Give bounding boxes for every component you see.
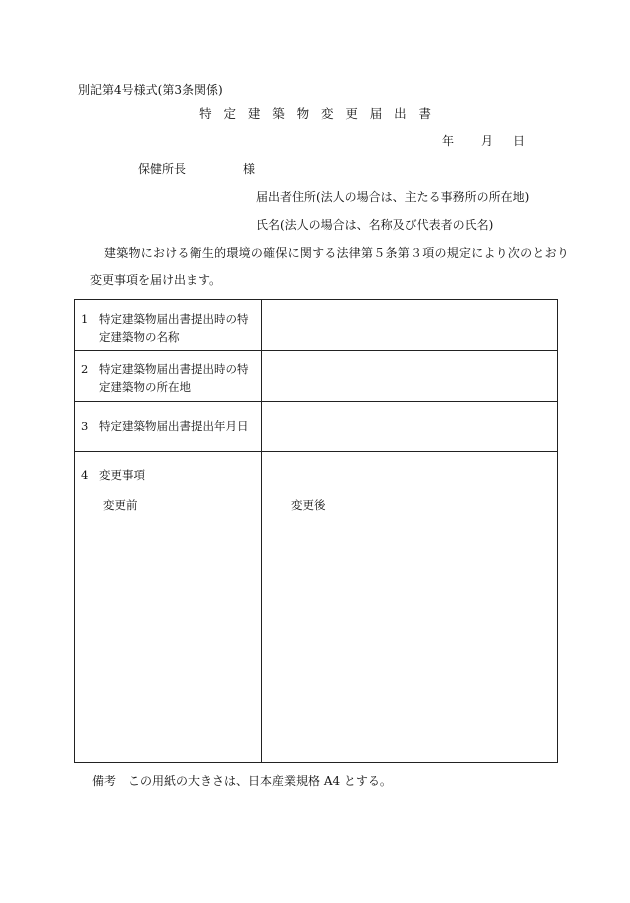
row-label-line2: 定建築物の名称 <box>99 330 180 344</box>
after-change-label: 変更後 <box>291 498 326 512</box>
row-divider <box>75 451 557 452</box>
page-title: 特定建築物変更届出書 <box>199 106 443 121</box>
body-text-line2: 変更事項を届け出ます。 <box>90 273 222 287</box>
applicant-name-label: 氏名(法人の場合は、名称及び代表者の氏名) <box>256 218 494 232</box>
remarks-note: 備考 この用紙の大きさは、日本産業規格 A4 とする。 <box>92 774 392 788</box>
row-number: 2 <box>81 362 89 376</box>
row-submission-date-label <box>81 417 249 435</box>
row-number: 3 <box>81 419 89 433</box>
date-day-label: 日 <box>513 134 526 148</box>
changes-label: 変更事項 <box>99 468 145 482</box>
row-divider <box>75 350 557 351</box>
row-number: 1 <box>81 312 89 326</box>
row-divider <box>75 401 557 402</box>
row-label-line1: 特定建築物届出書提出時の特 <box>99 312 249 326</box>
recipient: 保健所長 <box>138 162 187 176</box>
row-building-location-label <box>81 360 249 396</box>
body-text-line1: 建築物における衛生的環境の確保に関する法律第５条第３項の規定により次のとおり <box>104 246 570 260</box>
row-changes-label <box>81 466 145 484</box>
row-label-line1: 特定建築物届出書提出年月日 <box>99 419 249 433</box>
row-label-line2: 定建築物の所在地 <box>99 380 191 394</box>
form-table <box>74 299 558 763</box>
row-label-line1: 特定建築物届出書提出時の特 <box>99 362 249 376</box>
date-year-label: 年 <box>442 134 455 148</box>
date-month-label: 月 <box>481 134 494 148</box>
honorific: 様 <box>243 162 256 176</box>
before-change-label: 変更前 <box>103 498 138 512</box>
row-building-name-label <box>81 310 249 346</box>
column-divider <box>261 300 262 762</box>
form-id: 別記第4号様式(第3条関係) <box>78 83 223 97</box>
row-number: 4 <box>81 468 89 482</box>
applicant-address-label: 届出者住所(法人の場合は、主たる事務所の所在地) <box>256 190 530 204</box>
